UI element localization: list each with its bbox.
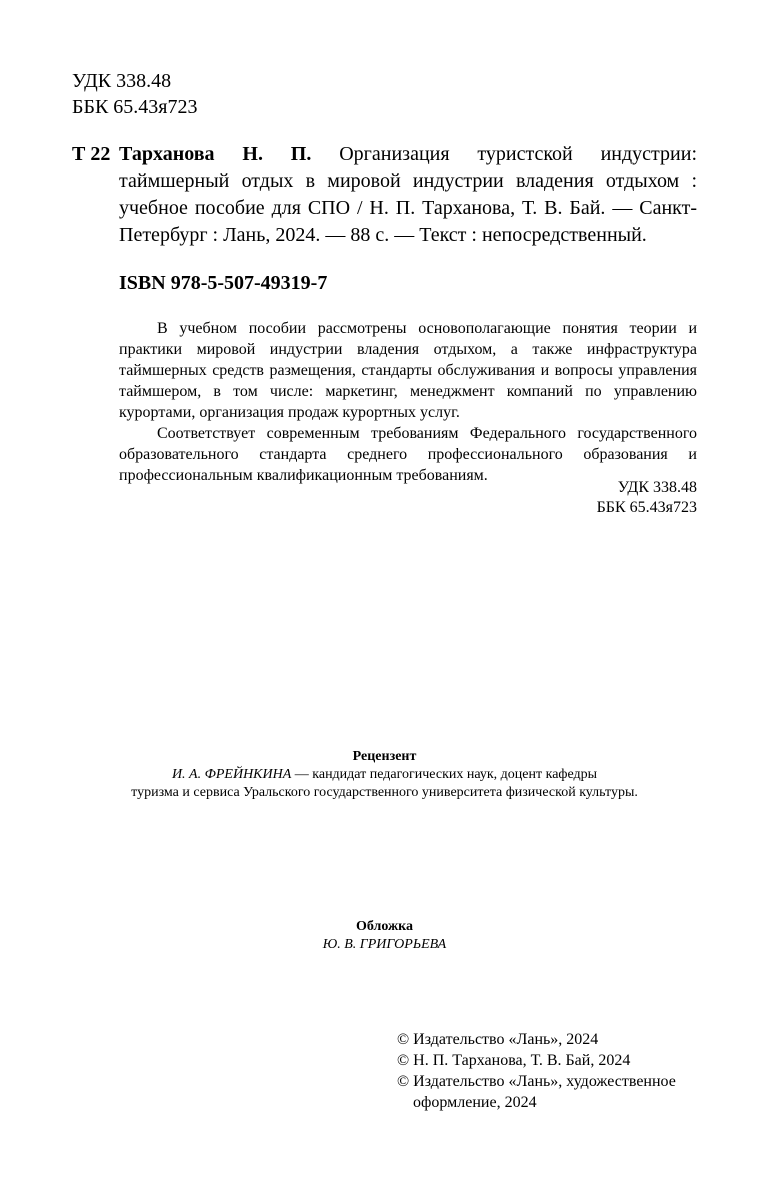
copyright-line: © Издательство «Лань», художественное оформление, 2024 [397,1073,676,1111]
footer-bbk-code: ББК 65.43я723 [596,499,697,516]
author-mark: Т 22 [72,143,111,165]
reviewer-line-1 [72,766,697,784]
bib-entry-author: Тарханова Н. П. [119,143,312,165]
header-classification-codes [72,68,198,120]
isbn: ISBN 978-5-507-49319-7 [119,272,328,294]
cover-title: Обложка [355,919,414,934]
cover-designer-block [72,918,697,954]
bib-entry-description: Организация туристской индустрии: таймшерный отдых в мировой индустрии владения отдыхом : учебное пособие для СПО / Н. П. Тарханова, Т. В. Бай. — Санкт-Петербург : Лань, 2024. — 88 с. — Текст : непосредственный. [119,143,698,246]
copyright-line: © Н. П. Тарханова, Т. В. Бай, 2024 [397,1052,631,1069]
reviewer-block [72,748,697,802]
footer-classification-codes [500,478,697,518]
reviewer-description-1: — кандидат педагогических наук, доцент кафедры [291,767,598,782]
cover-designer-name: Ю. В. ГРИГОРЬЕВА [322,937,447,952]
annotation-paragraph-2: Соответствует современным требованиям Федерального государственного образовательного стандарта среднего профессионального образования и профессиональным квалификационным требованиям. [119,425,697,484]
reviewer-title: Рецензент [352,749,417,764]
copyright-line: © Издательство «Лань», 2024 [397,1031,599,1048]
footer-udk-code: УДК 338.48 [617,479,697,496]
annotation [119,318,697,486]
header-bbk-code: ББК 65.43я723 [72,96,198,118]
annotation-paragraph-1: В учебном пособии рассмотрены основополагающие понятия теории и практики мировой индустрии владения отдыхом, а также инфраструктура таймшерных средств размещения, стандарты обслуживания и вопросы управления таймшером, в том числе: маркетинг, менеджмент компаний по управлению курортами, организация продаж курортных услуг. [119,320,697,421]
bibliographic-entry [119,141,697,249]
header-udk-code: УДК 338.48 [72,70,172,92]
reviewer-description-2: туризма и сервиса Уральского государственного университета физической культуры. [131,785,638,800]
reviewer-name: И. А. ФРЕЙНКИНА [171,767,292,782]
copyright-block [397,1029,697,1113]
